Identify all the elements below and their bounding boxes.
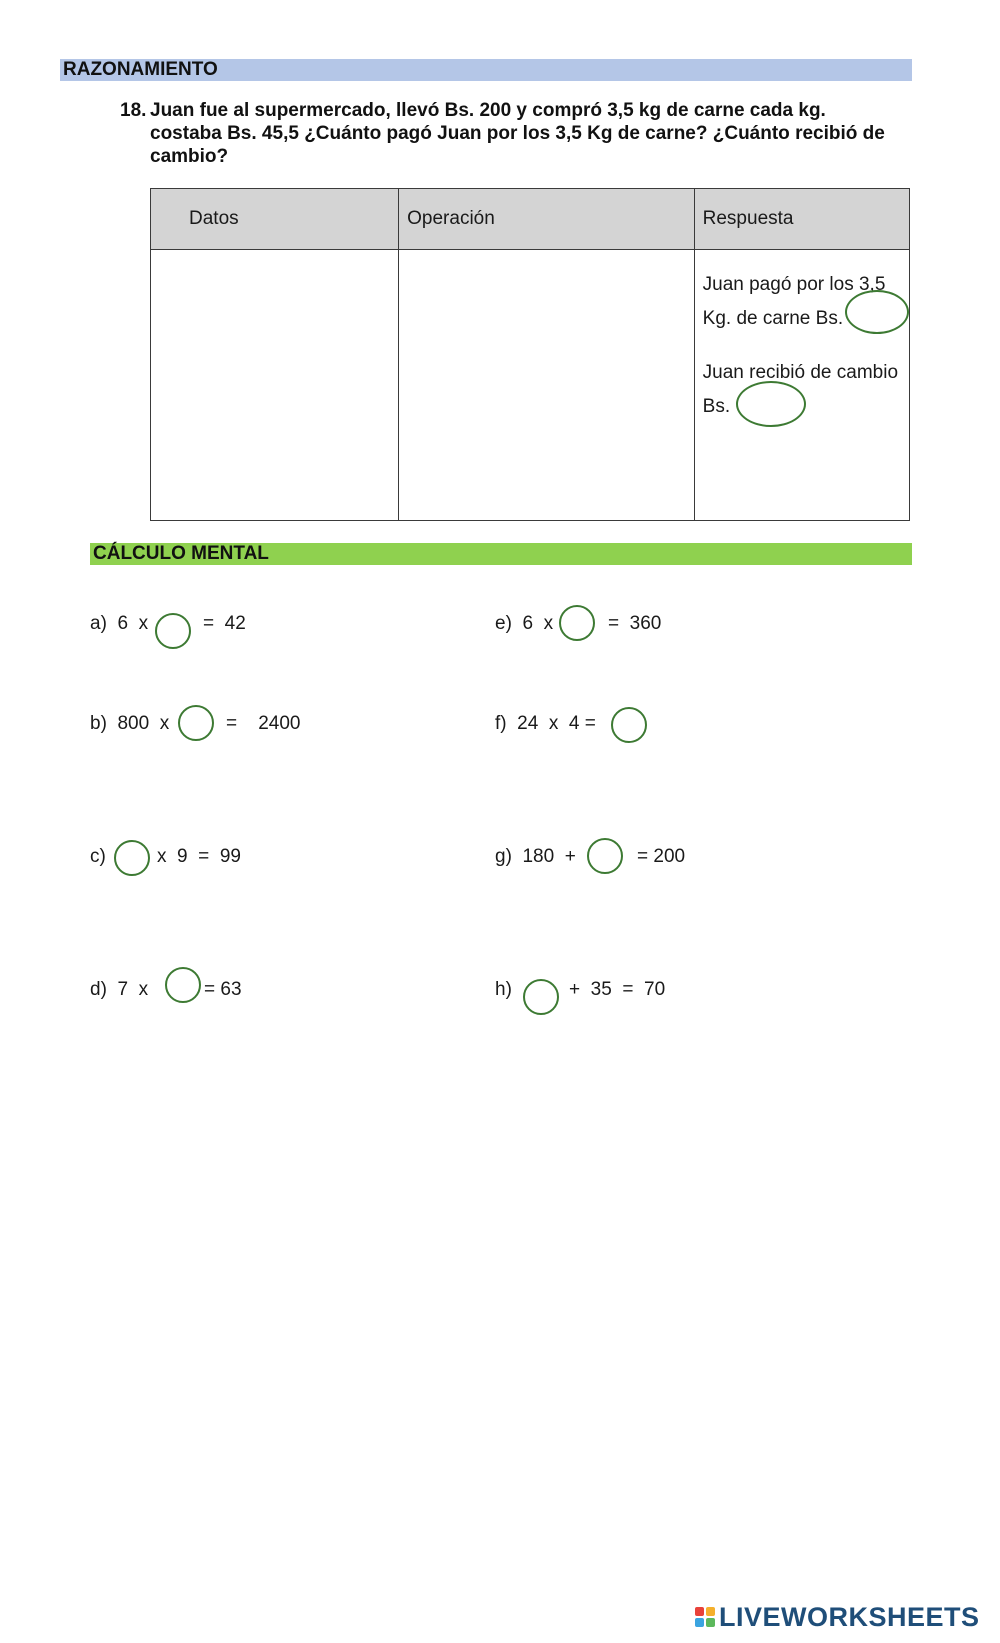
logo-square-blue — [695, 1618, 704, 1627]
problem-line-2: costaba Bs. 45,5 ¿Cuánto pagó Juan por los 3,5 Kg de carne? ¿Cuánto recibió de — [150, 123, 885, 144]
problem-line-3: cambio? — [150, 146, 229, 167]
header-operacion: Operación — [399, 189, 695, 250]
exercise-h-prefix: h) — [495, 979, 512, 1000]
exercise-e-suffix: = 360 — [608, 613, 662, 634]
exercise-d-suffix: = 63 — [204, 979, 242, 1000]
exercise-a-suffix: = 42 — [203, 613, 246, 634]
section-title-razonamiento: RAZONAMIENTO — [60, 59, 912, 81]
table-body-row — [151, 250, 910, 521]
answer-paid-input[interactable] — [845, 290, 909, 334]
answer1-line1: Juan pagó por los 3,5 — [702, 274, 886, 295]
exercise-h-answer[interactable] — [523, 979, 559, 1015]
logo-square-yellow — [706, 1607, 715, 1616]
exercise-b-prefix: b) 800 x — [90, 713, 170, 734]
exercise-g-prefix: g) 180 + — [495, 846, 576, 867]
answer2-line2: Bs. — [702, 396, 731, 417]
exercise-f-prefix: f) 24 x 4 = — [495, 713, 596, 734]
answer1-line2: Kg. de carne Bs. — [702, 308, 844, 329]
operacion-cell[interactable] — [399, 250, 695, 521]
problem-number: 18. — [120, 100, 147, 121]
table-header-row — [151, 189, 910, 250]
exercise-g-answer[interactable] — [587, 838, 623, 874]
problem-text — [150, 99, 930, 168]
exercise-b-suffix: = 2400 — [226, 713, 301, 734]
problem-line-1: Juan fue al supermercado, llevó Bs. 200 y compró 3,5 kg de carne cada kg. — [150, 100, 826, 121]
exercise-d-prefix: d) 7 x — [90, 979, 149, 1000]
section-title-calculo-mental: CÁLCULO MENTAL — [90, 543, 912, 565]
header-respuesta: Respuesta — [694, 189, 909, 250]
logo-squares-icon — [695, 1607, 715, 1627]
exercise-c-suffix: x 9 = 99 — [157, 846, 241, 867]
logo-square-red — [695, 1607, 704, 1616]
answer2-line1: Juan recibió de cambio — [702, 362, 899, 383]
exercise-e-answer[interactable] — [559, 605, 595, 641]
exercise-a-answer[interactable] — [155, 613, 191, 649]
exercise-c-prefix: c) — [90, 846, 106, 867]
liveworksheets-logo — [695, 1602, 980, 1632]
exercise-b-answer[interactable] — [178, 705, 214, 741]
logo-square-green — [706, 1618, 715, 1627]
exercise-e-prefix: e) 6 x — [495, 613, 554, 634]
datos-cell[interactable] — [151, 250, 399, 521]
exercise-g-suffix: = 200 — [637, 846, 686, 867]
exercise-a-prefix: a) 6 x — [90, 613, 149, 634]
exercise-c-answer[interactable] — [114, 840, 150, 876]
problem-table — [150, 188, 910, 521]
exercise-f-answer[interactable] — [611, 707, 647, 743]
header-datos: Datos — [151, 189, 399, 250]
exercise-d-answer[interactable] — [165, 967, 201, 1003]
exercise-h-suffix: + 35 = 70 — [569, 979, 666, 1000]
answer-change-input[interactable] — [736, 381, 806, 427]
logo-text: LIVEWORKSHEETS — [719, 1601, 980, 1632]
